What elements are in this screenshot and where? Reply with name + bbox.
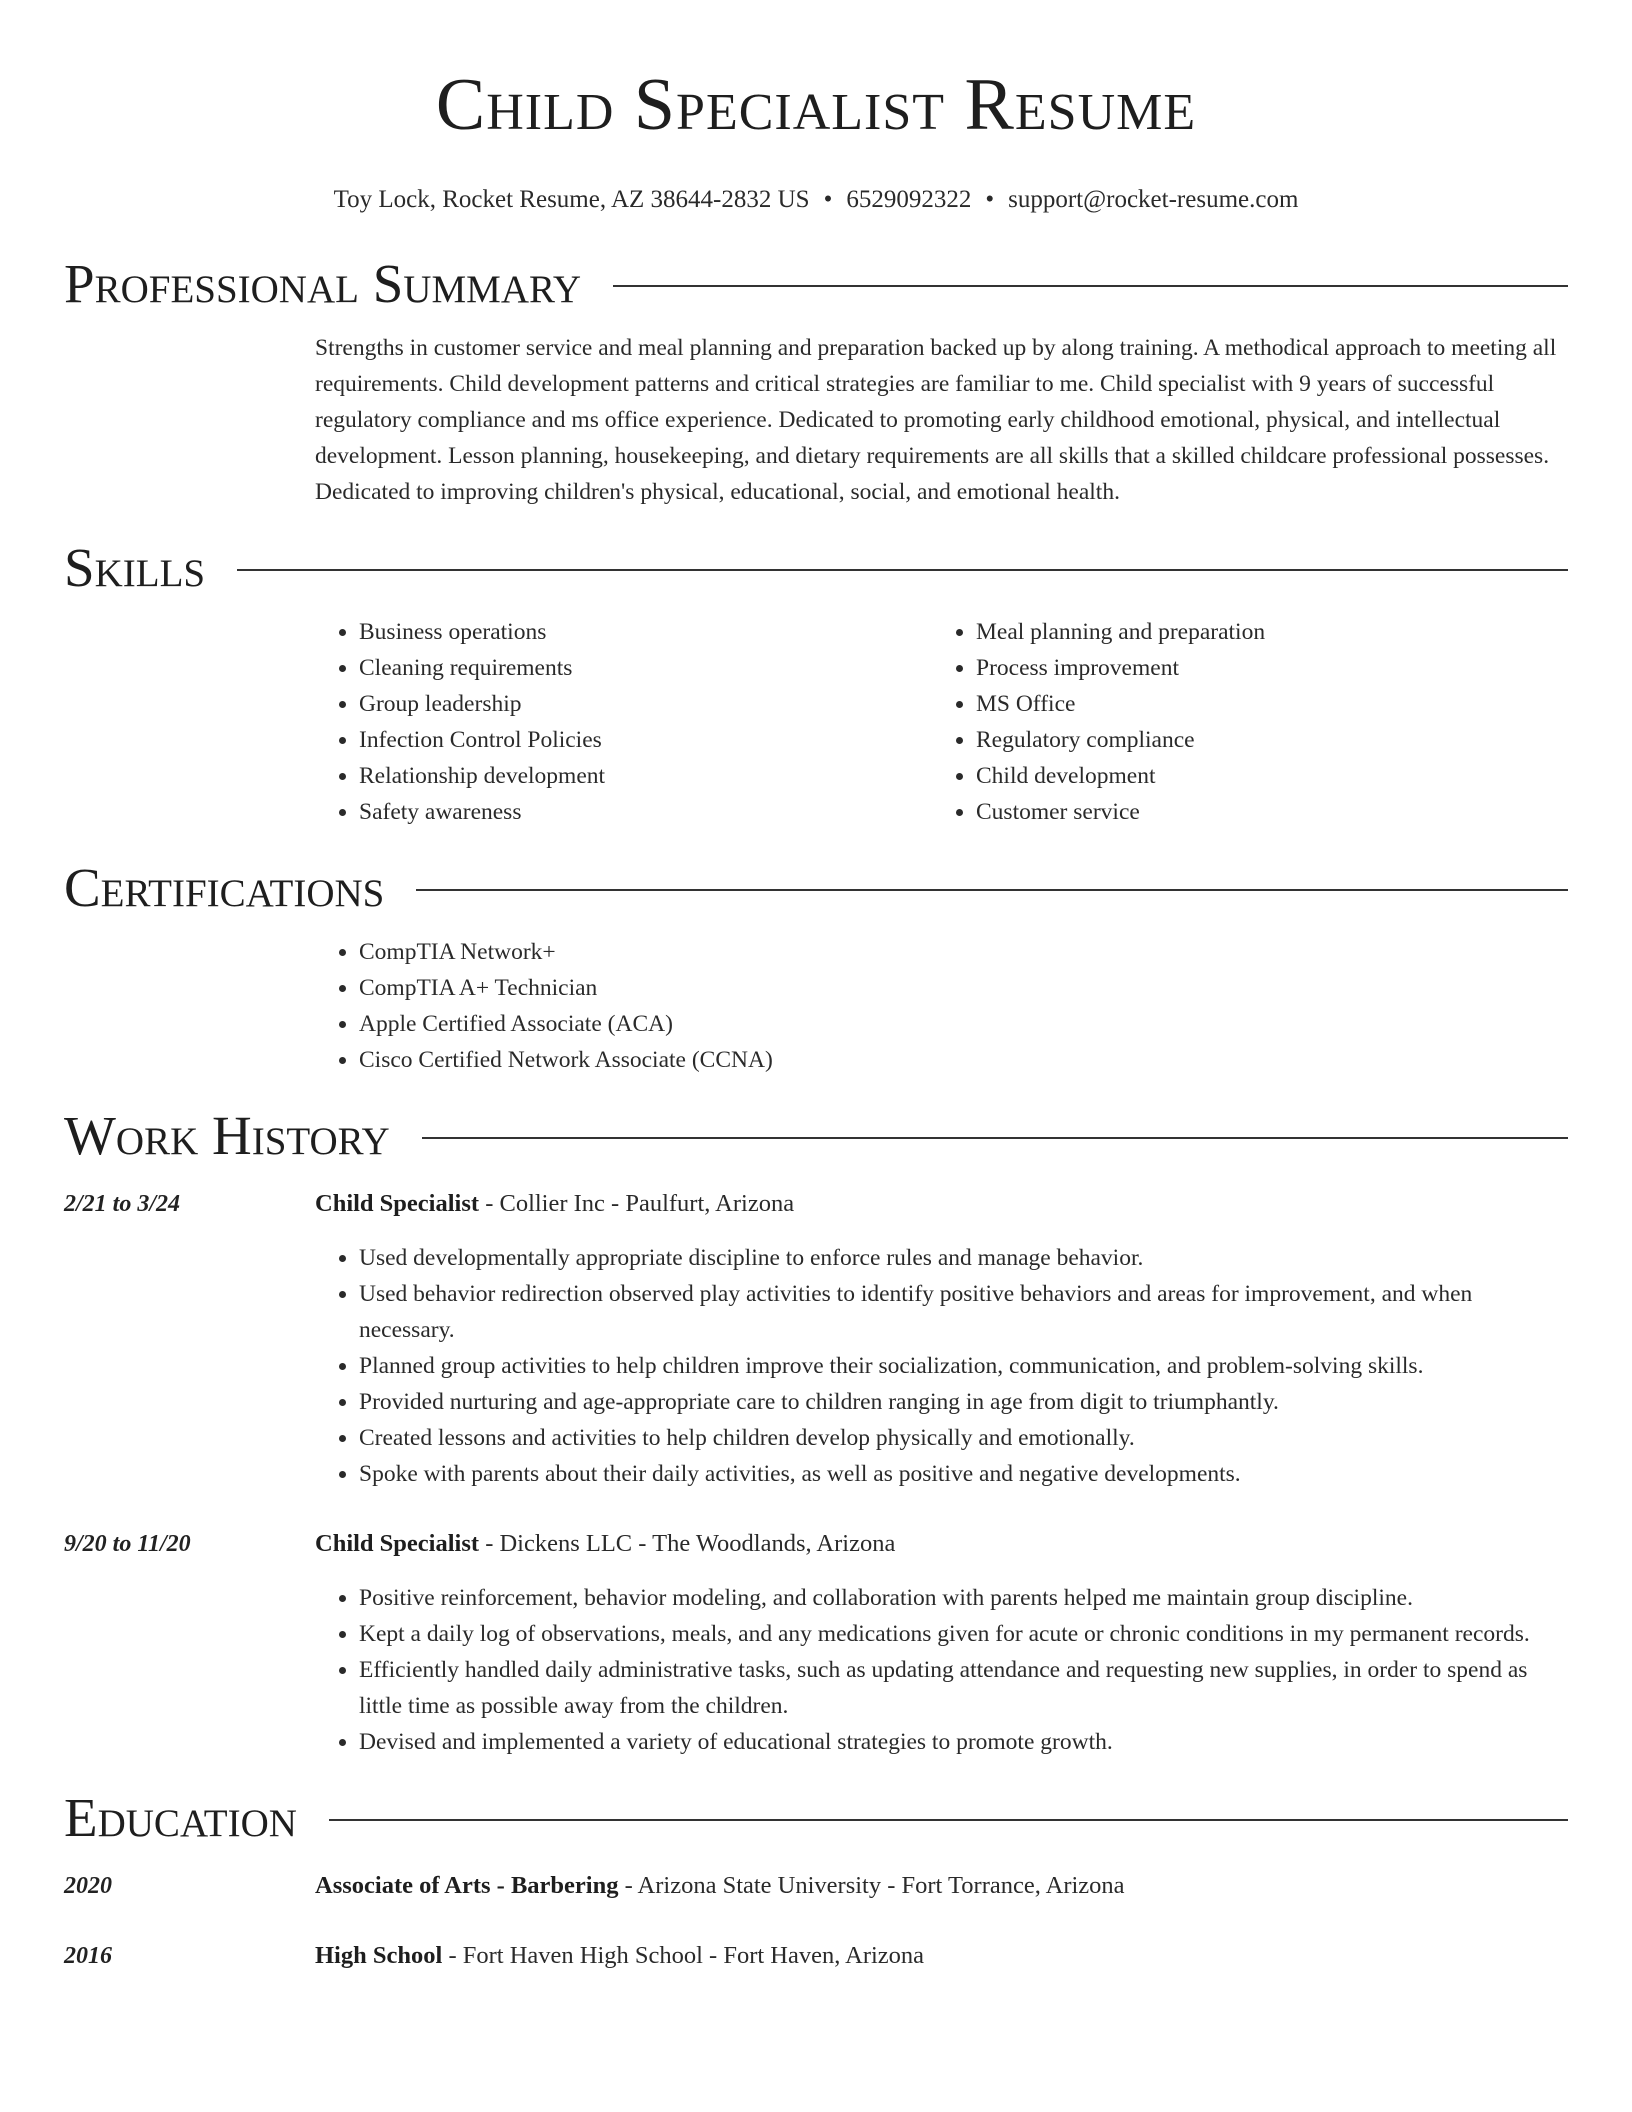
contact-line (64, 184, 1568, 216)
section-title-summary: Professional Summary (64, 253, 582, 314)
section-divider (422, 1137, 1568, 1139)
skill-item: • Relationship development (359, 758, 932, 794)
work-bullet: • Used behavior redirection observed play activities to identify positive behaviors and areas for improvement, and when necessary. (359, 1276, 1568, 1348)
education-headline (315, 1868, 1125, 1904)
section-divider (416, 889, 1568, 891)
skill-item: • Customer service (976, 794, 1549, 830)
certification-item: • Cisco Certified Network Associate (CCNA) (359, 1042, 1568, 1078)
work-bullet: • Devised and implemented a variety of educational strategies to promote growth. (359, 1724, 1568, 1760)
section-header-skills (64, 536, 1568, 600)
certification-item: • Apple Certified Associate (ACA) (359, 1006, 1568, 1042)
skill-item: • Cleaning requirements (359, 650, 932, 686)
education-entry (64, 1938, 1568, 1974)
section-title-skills: Skills (64, 537, 206, 598)
education-year: 2016 (64, 1943, 112, 1969)
section-title-certifications: Certifications (64, 857, 385, 918)
skill-item: • Meal planning and preparation (976, 614, 1549, 650)
contact-address: Toy Lock, Rocket Resume, AZ 38644-2832 US (333, 186, 810, 213)
work-bullet: • Provided nurturing and age-appropriate care to children ranging in age from digit to triumphantly. (359, 1384, 1568, 1420)
education-details: - Arizona State University - Fort Torrance, Arizona (618, 1872, 1125, 1899)
contact-phone: 6529092322 (846, 186, 972, 213)
work-entry (64, 1186, 1568, 1222)
certifications-list (315, 934, 1568, 1078)
work-bullet: • Spoke with parents about their daily activities, as well as positive and negative developments. (359, 1456, 1568, 1492)
education-degree: High School (315, 1942, 443, 1969)
work-title: Child Specialist (315, 1530, 480, 1557)
skill-item: • Group leadership (359, 686, 932, 722)
work-bullet: • Planned group activities to help children improve their socialization, communication, and problem-solving skills. (359, 1348, 1568, 1384)
education-headline (315, 1938, 924, 1974)
work-bullet: • Created lessons and activities to help children develop physically and emotionally. (359, 1420, 1568, 1456)
work-title: Child Specialist (315, 1190, 480, 1217)
work-details: - Collier Inc - Paulfurt, Arizona (479, 1190, 795, 1217)
work-bullet: • Positive reinforcement, behavior modeling, and collaboration with parents helped me maintain group discipline. (359, 1580, 1568, 1616)
contact-separator: • (823, 186, 833, 213)
skill-item: • MS Office (976, 686, 1549, 722)
contact-separator: • (985, 186, 995, 213)
section-header-certifications (64, 856, 1568, 920)
skill-item: • Business operations (359, 614, 932, 650)
work-details: - Dickens LLC - The Woodlands, Arizona (479, 1530, 896, 1557)
education-year: 2020 (64, 1873, 112, 1899)
section-header-education (64, 1786, 1568, 1850)
work-bullet: • Kept a daily log of observations, meals, and any medications given for acute or chronic conditions in my permanent records. (359, 1616, 1568, 1652)
skills-list (315, 614, 1568, 830)
work-dates: 2/21 to 3/24 (64, 1191, 181, 1217)
skills-column-left (315, 614, 932, 830)
skill-item: • Safety awareness (359, 794, 932, 830)
section-divider (237, 569, 1568, 571)
section-divider (613, 285, 1568, 287)
section-header-work-history (64, 1104, 1568, 1168)
skill-item: • Process improvement (976, 650, 1549, 686)
work-headline (315, 1186, 794, 1222)
section-title-education: Education (64, 1787, 297, 1848)
education-entry (64, 1868, 1568, 1904)
skill-item: • Infection Control Policies (359, 722, 932, 758)
section-title-work-history: Work History (64, 1105, 390, 1166)
work-dates: 9/20 to 11/20 (64, 1531, 191, 1557)
work-headline (315, 1526, 895, 1562)
skill-item: • Regulatory compliance (976, 722, 1549, 758)
contact-email: support@rocket-resume.com (1008, 186, 1299, 213)
section-divider (329, 1819, 1568, 1821)
summary-paragraph: Strengths in customer service and meal planning and preparation backed up by along training. A methodical approach to meeting all requirements. Child development patterns and critical strategies are familiar to me. Child specialist with 9 years of successful regulatory compliance and ms office experience. Dedicated to promoting early childhood emotional, physical, and intellectual development. Lesson planning, housekeeping, and dietary requirements are all skills that a skilled childcare professional possesses. Dedicated to improving children's physical, educational, social, and emotional health. (315, 335, 1557, 505)
work-bullets (315, 1580, 1568, 1760)
skill-item: • Child development (976, 758, 1549, 794)
education-degree: Associate of Arts - Barbering (315, 1872, 619, 1899)
resume-title: Child Specialist Resume (435, 64, 1197, 146)
work-bullet: • Efficiently handled daily administrative tasks, such as updating attendance and requesting new supplies, in order to spend as little time as possible away from the children. (359, 1652, 1568, 1724)
work-bullet: • Used developmentally appropriate discipline to enforce rules and manage behavior. (359, 1240, 1568, 1276)
certification-item: • CompTIA Network+ (359, 934, 1568, 970)
work-bullets (315, 1240, 1568, 1492)
section-header-summary (64, 252, 1568, 316)
education-details: - Fort Haven High School - Fort Haven, Arizona (442, 1942, 925, 1969)
work-entry (64, 1526, 1568, 1562)
certification-item: • CompTIA A+ Technician (359, 970, 1568, 1006)
skills-column-right (932, 614, 1549, 830)
